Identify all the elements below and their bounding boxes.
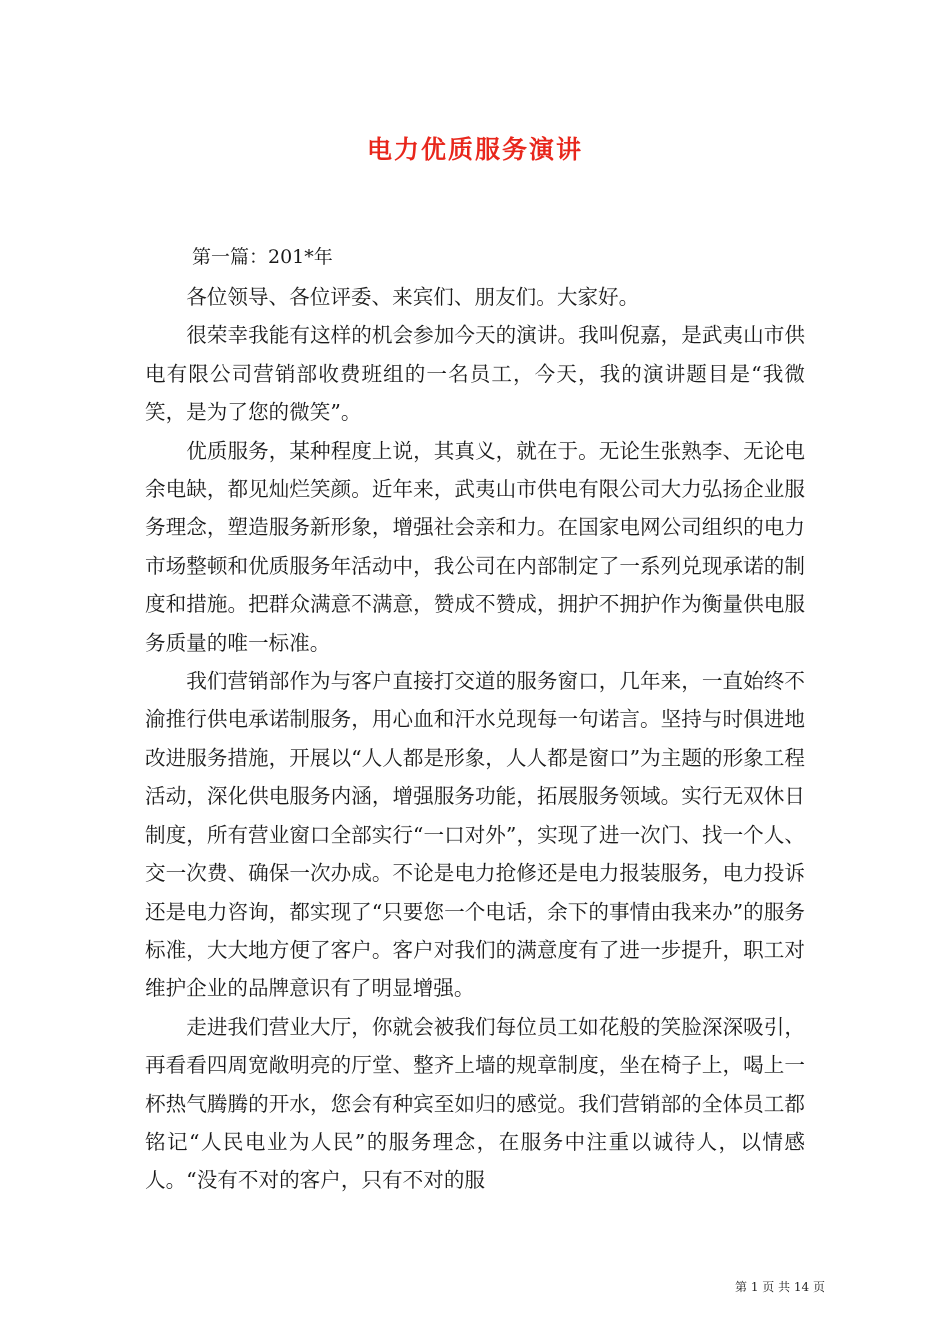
document-body [145,236,805,1200]
page-number-footer: 第 1 页 共 14 页 [735,1280,825,1294]
paragraph-business-hall: 走进我们营业大厅，你就会被我们每位员工如花般的笑脸深深吸引，再看看四周宽敞明亮的厅堂、整齐上墙的规章制度，坐在椅子上，喝上一杯热气腾腾的开水，您会有种宾至如归的感觉。我们营销部的全体员工都铭记“人民电业为人民”的服务理念，在服务中注重以诚待人，以情感人。“没有不对的客户，只有不对的服 [145,1014,805,1193]
paragraph-quality-service: 优质服务，某种程度上说，其真义，就在于。无论生张熟李、无论电余电缺，都见灿烂笑颜。近年来，武夷山市供电有限公司大力弘扬企业服务理念，塑造服务新形象，增强社会亲和力。在国家电网公司组织的电力市场整顿和优质服务年活动中，我公司在内部制定了一系列兑现承诺的制度和措施。把群众满意不满意，赞成不赞成，拥护不拥护作为衡量供电服务质量的唯一标准。 [145,438,805,655]
document-title: 电力优质服务演讲 [366,135,583,164]
paragraph-marketing-department: 我们营销部作为与客户直接打交道的服务窗口，几年来，一直始终不渝推行供电承诺制服务，用心血和汗水兑现每一句诺言。坚持与时俱进地改进服务措施，开展以“人人都是形象，人人都是窗口”为主题的形象工程活动，深化供电服务内涵，增强服务功能，拓展服务领域。实行无双休日制度，所有营业窗口全部实行“一口对外”，实现了进一次门、找一个人、交一次费、确保一次办成。不论是电力抢修还是电力报装服务，电力投诉还是电力咨询，都实现了“只要您一个电话，余下的事情由我来办”的服务标准，大大地方便了客户。客户对我们的满意度有了进一步提升，职工对维护企业的品牌意识有了明显增强。 [145,669,805,1001]
paragraph-greeting: 各位领导、各位评委、来宾们、朋友们。大家好。 [186,285,640,309]
section-heading: 第一篇：201*年 [192,246,333,268]
paragraph-introduction: 很荣幸我能有这样的机会参加今天的演讲。我叫倪嘉，是武夷山市供电有限公司营销部收费班组的一名员工，今天，我的演讲题目是“我微笑，是为了您的微笑”。 [145,323,805,425]
